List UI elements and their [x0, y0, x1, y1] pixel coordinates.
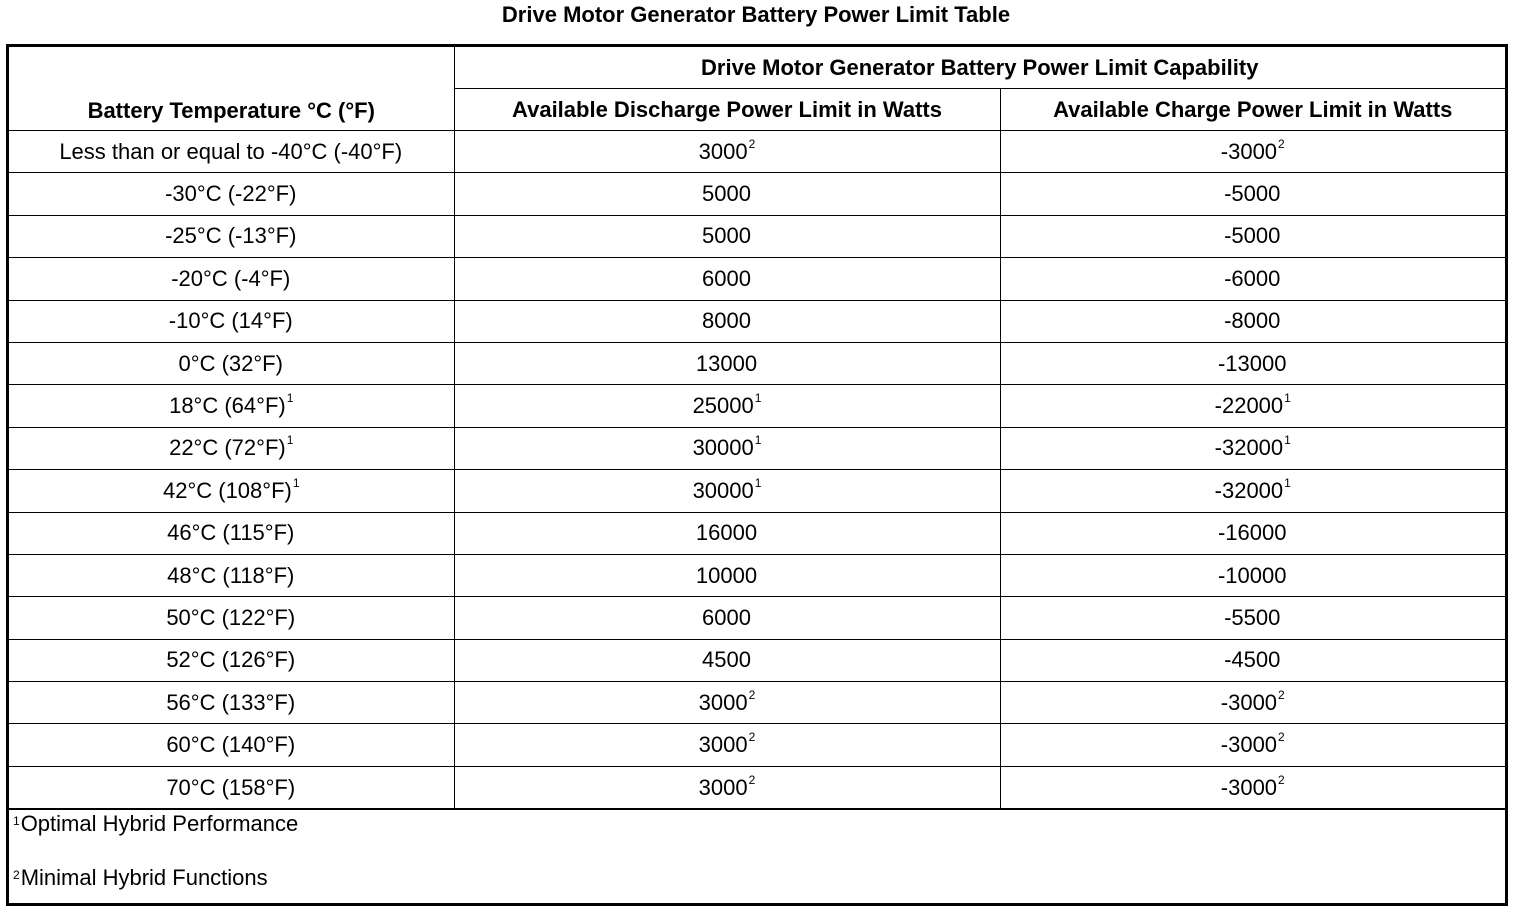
cell-temperature [9, 131, 454, 173]
cell-charge [1000, 385, 1505, 427]
cell-temperature [9, 766, 454, 808]
cell-discharge-value: 3000 [698, 689, 748, 715]
table-row [9, 131, 1505, 173]
cell-temperature-value: 18°C (64°F) [169, 393, 286, 419]
table-row [9, 258, 1505, 300]
cell-temperature [9, 724, 454, 766]
cell-charge [1000, 766, 1505, 808]
group-header-capability: Drive Motor Generator Battery Power Limit Capability [454, 47, 1505, 89]
cell-discharge-value: 4500 [702, 647, 751, 673]
cell-temperature-value: 22°C (72°F) [169, 435, 286, 461]
footnote-ref: 1 [754, 475, 762, 490]
page-title: Drive Motor Generator Battery Power Limit Table [501, 2, 1011, 27]
footnote-ref: 1 [1284, 391, 1291, 406]
table-row [9, 342, 1505, 384]
footnote-ref: 2 [748, 730, 756, 745]
cell-temperature [9, 470, 454, 512]
cell-discharge [454, 682, 1000, 724]
cell-charge-value: -8000 [1224, 308, 1281, 334]
cell-charge [1000, 682, 1505, 724]
table-row [9, 215, 1505, 257]
cell-discharge-value: 10000 [695, 562, 758, 588]
footnote-mark: 2 [13, 868, 20, 883]
cell-discharge [454, 300, 1000, 342]
footnote-ref: 2 [748, 687, 756, 702]
cell-temperature [9, 554, 454, 596]
cell-temperature-value: 52°C (126°F) [166, 647, 296, 673]
cell-discharge-value: 6000 [702, 604, 751, 630]
power-limit-table [6, 44, 1508, 906]
cell-charge-value: -4500 [1224, 647, 1281, 673]
cell-discharge [454, 258, 1000, 300]
cell-charge-value: -5000 [1224, 223, 1281, 249]
cell-charge [1000, 724, 1505, 766]
cell-temperature-value: -25°C (-13°F) [165, 223, 297, 249]
cell-discharge-value: 8000 [702, 308, 751, 334]
column-header-discharge: Available Discharge Power Limit in Watts [454, 89, 1000, 131]
cell-charge [1000, 215, 1505, 257]
cell-temperature [9, 173, 454, 215]
table-row [9, 766, 1505, 808]
cell-discharge [454, 766, 1000, 808]
cell-charge-value: -22000 [1214, 393, 1284, 419]
footnote-mark: 1 [13, 814, 20, 829]
footnote-ref: 2 [1278, 687, 1285, 702]
table-body [9, 131, 1505, 809]
cell-temperature [9, 639, 454, 681]
table-row [9, 470, 1505, 512]
table-row [9, 173, 1505, 215]
cell-temperature-value: 60°C (140°F) [166, 732, 296, 758]
cell-discharge [454, 427, 1000, 469]
table-row [9, 385, 1505, 427]
cell-charge [1000, 427, 1505, 469]
cell-charge-value: -6000 [1224, 265, 1281, 291]
cell-charge-value: -13000 [1217, 350, 1287, 376]
footnotes [9, 809, 1505, 891]
table-row [9, 427, 1505, 469]
cell-charge-value: -3000 [1220, 732, 1278, 758]
cell-charge [1000, 342, 1505, 384]
cell-charge-value: -3000 [1220, 138, 1278, 164]
cell-discharge-value: 5000 [702, 223, 751, 249]
footnote-ref: 1 [292, 475, 300, 490]
cell-discharge [454, 131, 1000, 173]
cell-temperature-value: -20°C (-4°F) [171, 265, 291, 291]
cell-temperature [9, 342, 454, 384]
cell-temperature-value: 70°C (158°F) [166, 774, 296, 800]
table-row [9, 597, 1505, 639]
table-row [9, 300, 1505, 342]
cell-discharge [454, 639, 1000, 681]
cell-charge [1000, 173, 1505, 215]
cell-discharge-value: 30000 [692, 435, 754, 461]
data-table [9, 47, 1505, 809]
cell-discharge [454, 173, 1000, 215]
cell-temperature-value: 0°C (32°F) [178, 350, 283, 376]
cell-charge [1000, 639, 1505, 681]
cell-charge [1000, 131, 1505, 173]
cell-discharge-value: 13000 [695, 350, 758, 376]
cell-charge [1000, 258, 1505, 300]
cell-discharge [454, 554, 1000, 596]
cell-discharge-value: 3000 [698, 138, 748, 164]
footnote-1 [13, 810, 1505, 837]
cell-temperature [9, 597, 454, 639]
table-row [9, 554, 1505, 596]
cell-charge-value: -10000 [1217, 562, 1287, 588]
footnote-ref: 2 [1278, 136, 1285, 151]
footnote-ref: 2 [748, 772, 756, 787]
table-row [9, 512, 1505, 554]
footnote-ref: 1 [286, 433, 294, 448]
cell-temperature-value: 48°C (118°F) [167, 562, 295, 588]
footnote-2 [13, 864, 1505, 891]
column-header-charge: Available Charge Power Limit in Watts [1000, 89, 1505, 131]
header-row-group [9, 47, 1505, 89]
cell-temperature [9, 215, 454, 257]
cell-temperature [9, 258, 454, 300]
cell-temperature-value: -10°C (14°F) [168, 308, 293, 334]
cell-temperature-value: 46°C (115°F) [167, 520, 295, 546]
cell-discharge [454, 724, 1000, 766]
cell-discharge [454, 215, 1000, 257]
cell-discharge-value: 16000 [695, 520, 758, 546]
cell-discharge-value: 25000 [692, 393, 754, 419]
footnote-ref: 2 [1278, 772, 1285, 787]
cell-temperature-value: -30°C (-22°F) [165, 181, 297, 207]
footnote-text: Minimal Hybrid Functions [20, 865, 268, 891]
cell-charge-value: -5500 [1224, 604, 1281, 630]
cell-temperature-value: 50°C (122°F) [166, 604, 296, 630]
footnote-ref: 1 [754, 391, 762, 406]
cell-discharge-value: 3000 [698, 732, 748, 758]
cell-discharge [454, 470, 1000, 512]
table-row [9, 639, 1505, 681]
footnote-ref: 1 [286, 391, 294, 406]
footnote-text: Optimal Hybrid Performance [20, 811, 299, 837]
footnote-ref: 2 [1278, 730, 1285, 745]
footnote-ref: 2 [748, 136, 756, 151]
table-row [9, 682, 1505, 724]
footnote-ref: 1 [1284, 475, 1291, 490]
cell-temperature [9, 385, 454, 427]
cell-discharge [454, 512, 1000, 554]
cell-charge-value: -3000 [1220, 689, 1278, 715]
cell-discharge [454, 385, 1000, 427]
cell-temperature [9, 427, 454, 469]
cell-charge [1000, 597, 1505, 639]
table-row [9, 724, 1505, 766]
cell-charge-value: -5000 [1224, 181, 1281, 207]
footnote-ref: 1 [1284, 433, 1291, 448]
cell-temperature-value: Less than or equal to -40°C (-40°F) [59, 138, 403, 164]
cell-charge [1000, 470, 1505, 512]
cell-charge [1000, 512, 1505, 554]
cell-discharge [454, 597, 1000, 639]
cell-temperature [9, 682, 454, 724]
cell-temperature [9, 512, 454, 554]
column-header-temperature: Battery Temperature °C (°F) [9, 47, 454, 131]
cell-temperature-value: 56°C (133°F) [166, 689, 296, 715]
cell-discharge-value: 6000 [702, 265, 751, 291]
cell-charge [1000, 300, 1505, 342]
cell-discharge [454, 342, 1000, 384]
cell-charge-value: -16000 [1217, 520, 1287, 546]
cell-charge-value: -3000 [1220, 774, 1278, 800]
cell-charge-value: -32000 [1214, 477, 1284, 503]
cell-discharge-value: 5000 [702, 181, 751, 207]
cell-temperature [9, 300, 454, 342]
cell-charge [1000, 554, 1505, 596]
cell-charge-value: -32000 [1214, 435, 1284, 461]
cell-discharge-value: 3000 [698, 774, 748, 800]
cell-temperature-value: 42°C (108°F) [162, 477, 292, 503]
footnote-ref: 1 [754, 433, 762, 448]
cell-discharge-value: 30000 [692, 477, 754, 503]
